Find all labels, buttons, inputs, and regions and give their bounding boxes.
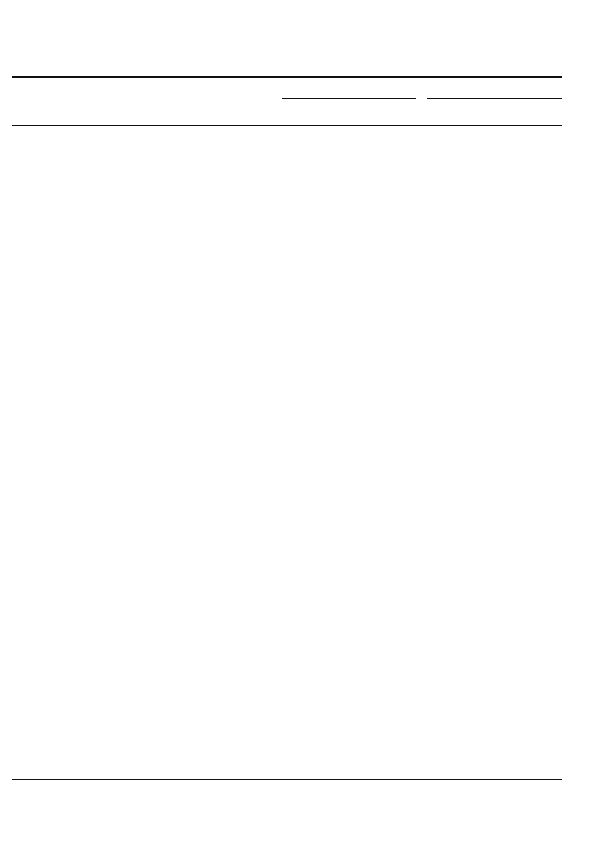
col-group-outflow-underline	[427, 98, 562, 99]
bottom-rule	[12, 779, 562, 780]
header-rule	[12, 125, 562, 126]
col-group-inflow-underline	[282, 98, 416, 99]
top-rule	[12, 76, 562, 78]
source-note	[12, 781, 16, 797]
